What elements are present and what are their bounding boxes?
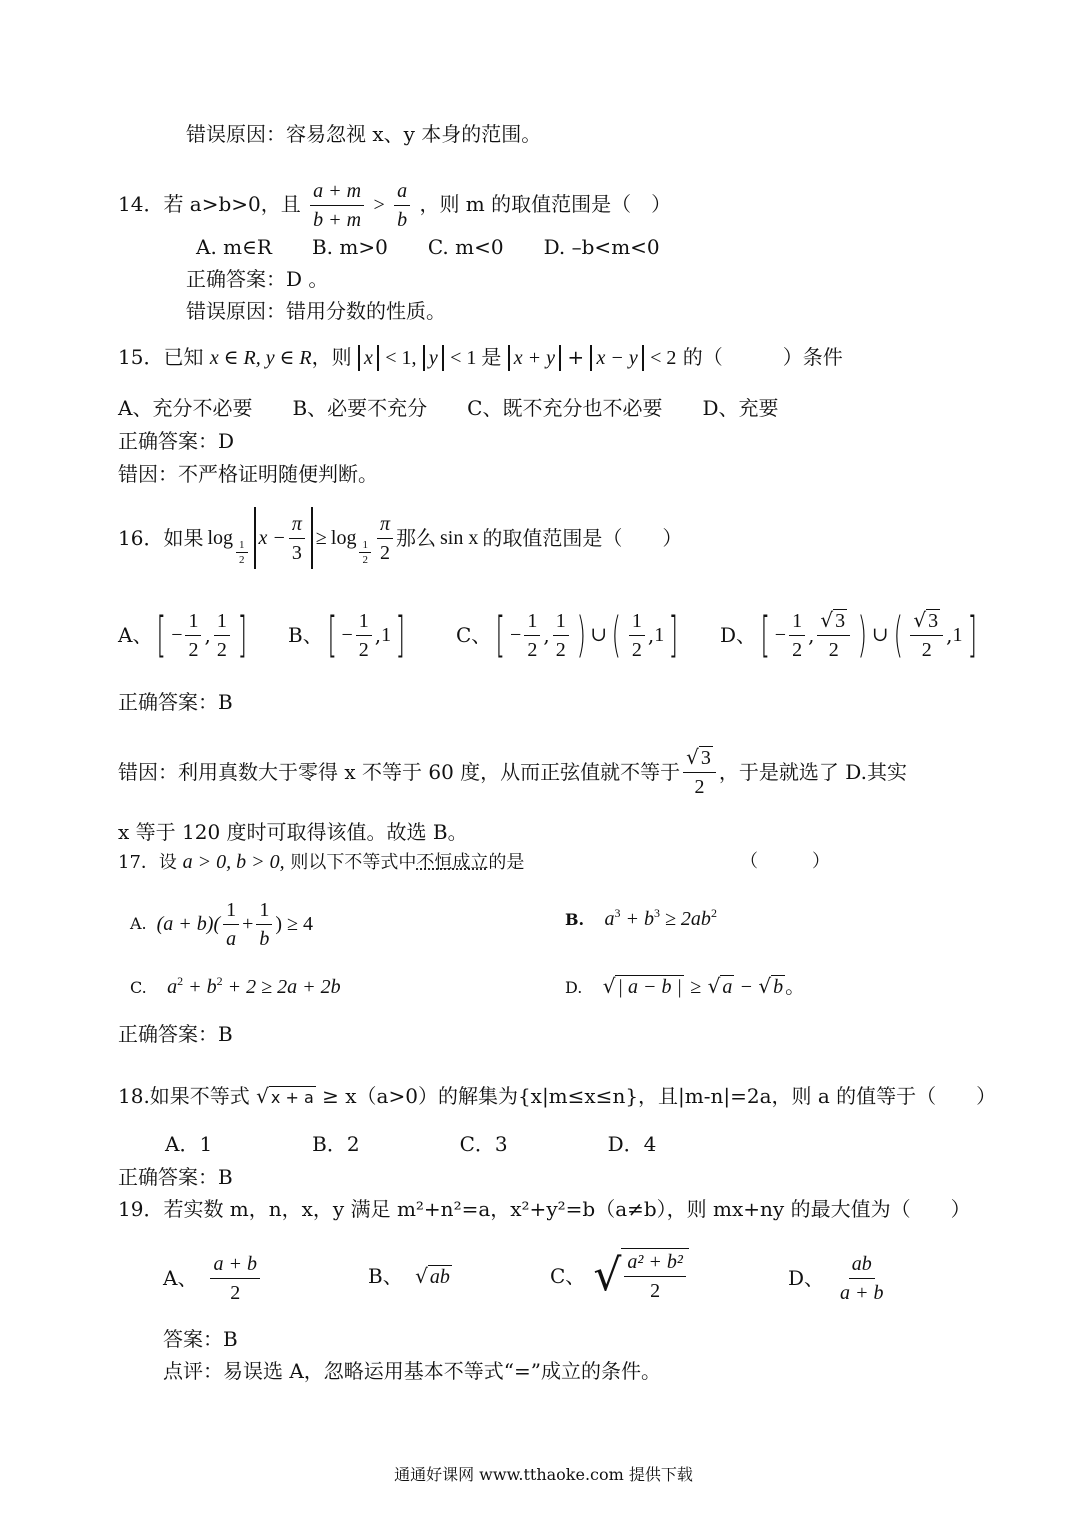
q17-option-b: B. $a^3 + b^3 \ge 2ab^2$ xyxy=(565,906,717,930)
q16-option-d: D、 [ − $\frac{1}{2}$ , $\frac{√ 3}{2}$ ) ∪ ( $\frac{√ 3}{2}$ , 1 ] xyxy=(720,607,977,663)
q16-option-b: B、 [ − $\frac{1}{2}$ , 1 ] xyxy=(288,607,406,663)
q14-answer: 正确答案：D 。 xyxy=(186,267,329,291)
q16-error-1: 错因：利用真数大于零得 x 不等于 60 度，从而正弦值就不等于 $\frac{√ 3}{2}$ ，于是就选了 D.其实 xyxy=(118,745,907,798)
q17-option-c: C. $a^2 + b^2 + 2 \ge 2a + 2b$ xyxy=(130,974,341,998)
q17-option-a: A. (a + b)( $\frac{1}{a}$ + $\frac{1}{b}$ ) ≥ 4 xyxy=(130,898,314,950)
q16-error-2: x 等于 120 度时可取得该值。故选 B。 xyxy=(118,820,468,844)
question-17: 17．设 a > 0, b > 0, 则以下不等式中不恒成立的是 xyxy=(118,851,525,873)
q18-options: A．1 B．2 C．3 D．4 xyxy=(165,1132,657,1156)
fraction-am-bm: $\frac{a + m}{b + m}$ xyxy=(310,178,364,233)
q14-error: 错误原因：错用分数的性质。 xyxy=(186,299,446,323)
q19-option-c: C、 √ $\frac{\text{a² + b²}}{2}$ xyxy=(550,1240,689,1312)
question-18: 18.如果不等式 √ x + a ≥ x（a>0）的解集为{x|m≤x≤n}，且|m-n|=2a，则 a 的值等于（ ） xyxy=(118,1084,997,1108)
q17-paren: （ ） xyxy=(740,851,830,872)
emphasis-not-always: 不恒成立 xyxy=(416,852,489,873)
q19-answer: 答案：B xyxy=(163,1327,238,1351)
page-footer: 通通好课网 www.tthaoke.com 提供下载 xyxy=(394,1465,693,1484)
q19-comment: 点评：易误选 A，忽略运用基本不等式“=”成立的条件。 xyxy=(163,1359,662,1383)
q16-option-a: A、 [ − $\frac{1}{2}$ , $\frac{1}{2}$ ] xyxy=(118,607,247,663)
q15-options: A、充分不必要 B、必要不充分 C、既不充分也不必要 D、充要 xyxy=(118,396,779,420)
q19-option-a: A、 $\frac{a + b}{2}$ xyxy=(163,1248,263,1308)
question-16: 16．如果 log $\frac{1}{2}$ x − $\frac{\pi}{3}$ ≥ log $\frac{1}{2}$ $\frac{\pi}{2}$ 那么 sin x 的取值范围是（ ） xyxy=(118,508,682,568)
question-15: 15．已知 x ∈ R, y ∈ R，则 x < 1, y < 1 是 x + y + x − y < 2 的（ ）条件 xyxy=(118,345,843,369)
q14-options: A. m∈R B. m>0 C. m<0 D. –b<m<0 xyxy=(196,235,660,259)
q17-option-d: D. √ | a − b | ≥ √ a − √ b 。 xyxy=(565,974,806,998)
q16-answer: 正确答案：B xyxy=(118,690,233,714)
q15-answer: 正确答案：D xyxy=(118,429,235,453)
q15-error: 错因：不严格证明随便判断。 xyxy=(118,462,378,486)
question-19: 19．若实数 m，n，x，y 满足 m²+n²=a，x²+y²=b（a≠b），则 mx+ny 的最大值为（ ） xyxy=(118,1197,971,1221)
q19-option-b: B、 √ ab xyxy=(368,1264,450,1288)
fraction-a-b: $\frac{a}{b}$ xyxy=(394,178,410,233)
q17-answer: 正确答案：B xyxy=(118,1022,233,1046)
error-reason-13: 错误原因：容易忽视 x、y 本身的范围。 xyxy=(186,122,542,146)
q19-option-d: D、 $\frac{ab}{a + b}$ xyxy=(788,1252,884,1304)
q18-answer: 正确答案：B xyxy=(118,1165,233,1189)
q16-option-c: C、 [ − $\frac{1}{2}$ , $\frac{1}{2}$ ) ∪ ( $\frac{1}{2}$ , 1 ] xyxy=(456,607,679,663)
question-14: 14．若 a>b>0，且 $\frac{a + m}{b + m}$ > $\frac{a}{b}$ ，则 m 的取值范围是（ ） xyxy=(118,180,672,231)
